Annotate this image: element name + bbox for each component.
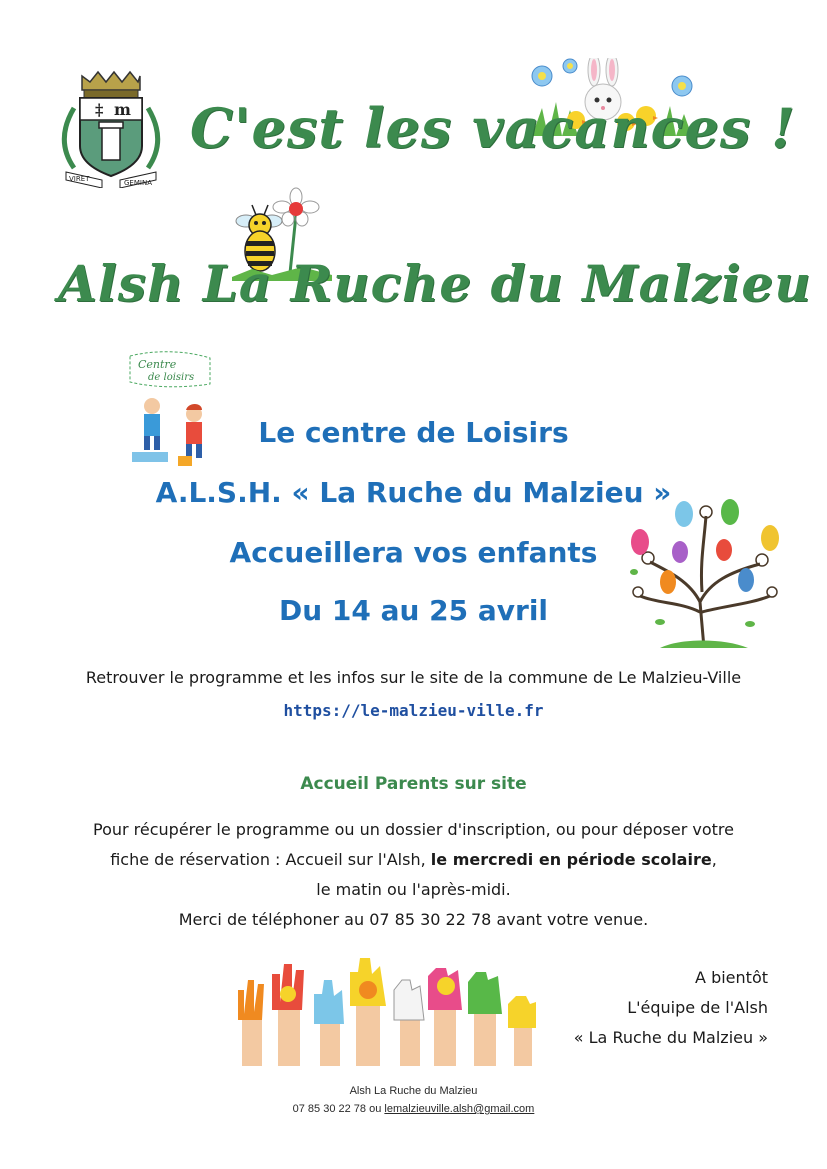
parents-text-wednesday: le mercredi en période scolaire: [430, 850, 712, 869]
footer-contact: [0, 1100, 827, 1118]
parents-text-line-2: [0, 850, 827, 869]
announcement-line-2: A.L.S.H. « La Ruche du Malzieu »: [155, 476, 672, 509]
footer-org-name: Alsh La Ruche du Malzieu: [349, 1085, 478, 1097]
painted-hands-illustration: [234, 950, 542, 1066]
announcement-line-3: Accueillera vos enfants: [229, 536, 598, 569]
crest-logo: [52, 68, 170, 188]
svg-text:m: m: [114, 100, 131, 119]
announcement-line-1: Le centre de Loisirs: [258, 416, 569, 449]
signature-line-2: L'équipe de l'Alsh: [627, 998, 768, 1017]
footer: [0, 1082, 827, 1118]
parents-text-line-3: le matin ou l'après-midi.: [316, 880, 511, 899]
crest-motto-left: VIRET: [69, 175, 90, 183]
announcement-dates: Du 14 au 25 avril: [278, 594, 549, 627]
easter-egg-tree-illustration: [620, 492, 788, 648]
heading-title: C'est les vacances !: [190, 96, 796, 160]
info-url-wrap: [0, 701, 827, 720]
info-text: Retrouver le programme et les infos sur le site de la commune de Le Malzieu-Ville: [85, 668, 742, 687]
centre-badge-line2: de loisirs: [148, 372, 195, 383]
footer-phone: 07 85 30 22 78 ou: [292, 1103, 385, 1115]
parents-text-line-2-start: fiche de réservation : Accueil sur l'Alsh,: [110, 850, 431, 869]
parents-text-line-4: Merci de téléphoner au 07 85 30 22 78 avant votre venue.: [178, 910, 649, 929]
footer-email-link[interactable]: lemalzieuville.alsh@gmail.com: [384, 1103, 535, 1115]
signature-line-3: « La Ruche du Malzieu »: [573, 1028, 768, 1047]
svg-text:‡: ‡: [95, 100, 104, 119]
kids-painting-illustration: [124, 348, 220, 468]
heading-subtitle: Alsh La Ruche du Malzieu: [58, 254, 812, 313]
signature: [520, 963, 768, 1053]
signature-line-1: A bientôt: [695, 968, 768, 987]
parents-text-line-1: Pour récupérer le programme ou un dossier d'inscription, ou pour déposer votre: [93, 820, 734, 839]
crest-motto-right: GEMINA: [124, 179, 152, 187]
parents-section-title: Accueil Parents sur site: [300, 774, 527, 794]
commune-website-link[interactable]: https://le-malzieu-ville.fr: [283, 701, 544, 720]
centre-badge-line1: Centre: [138, 358, 177, 371]
parents-text-line-2-end: ,: [711, 850, 717, 869]
